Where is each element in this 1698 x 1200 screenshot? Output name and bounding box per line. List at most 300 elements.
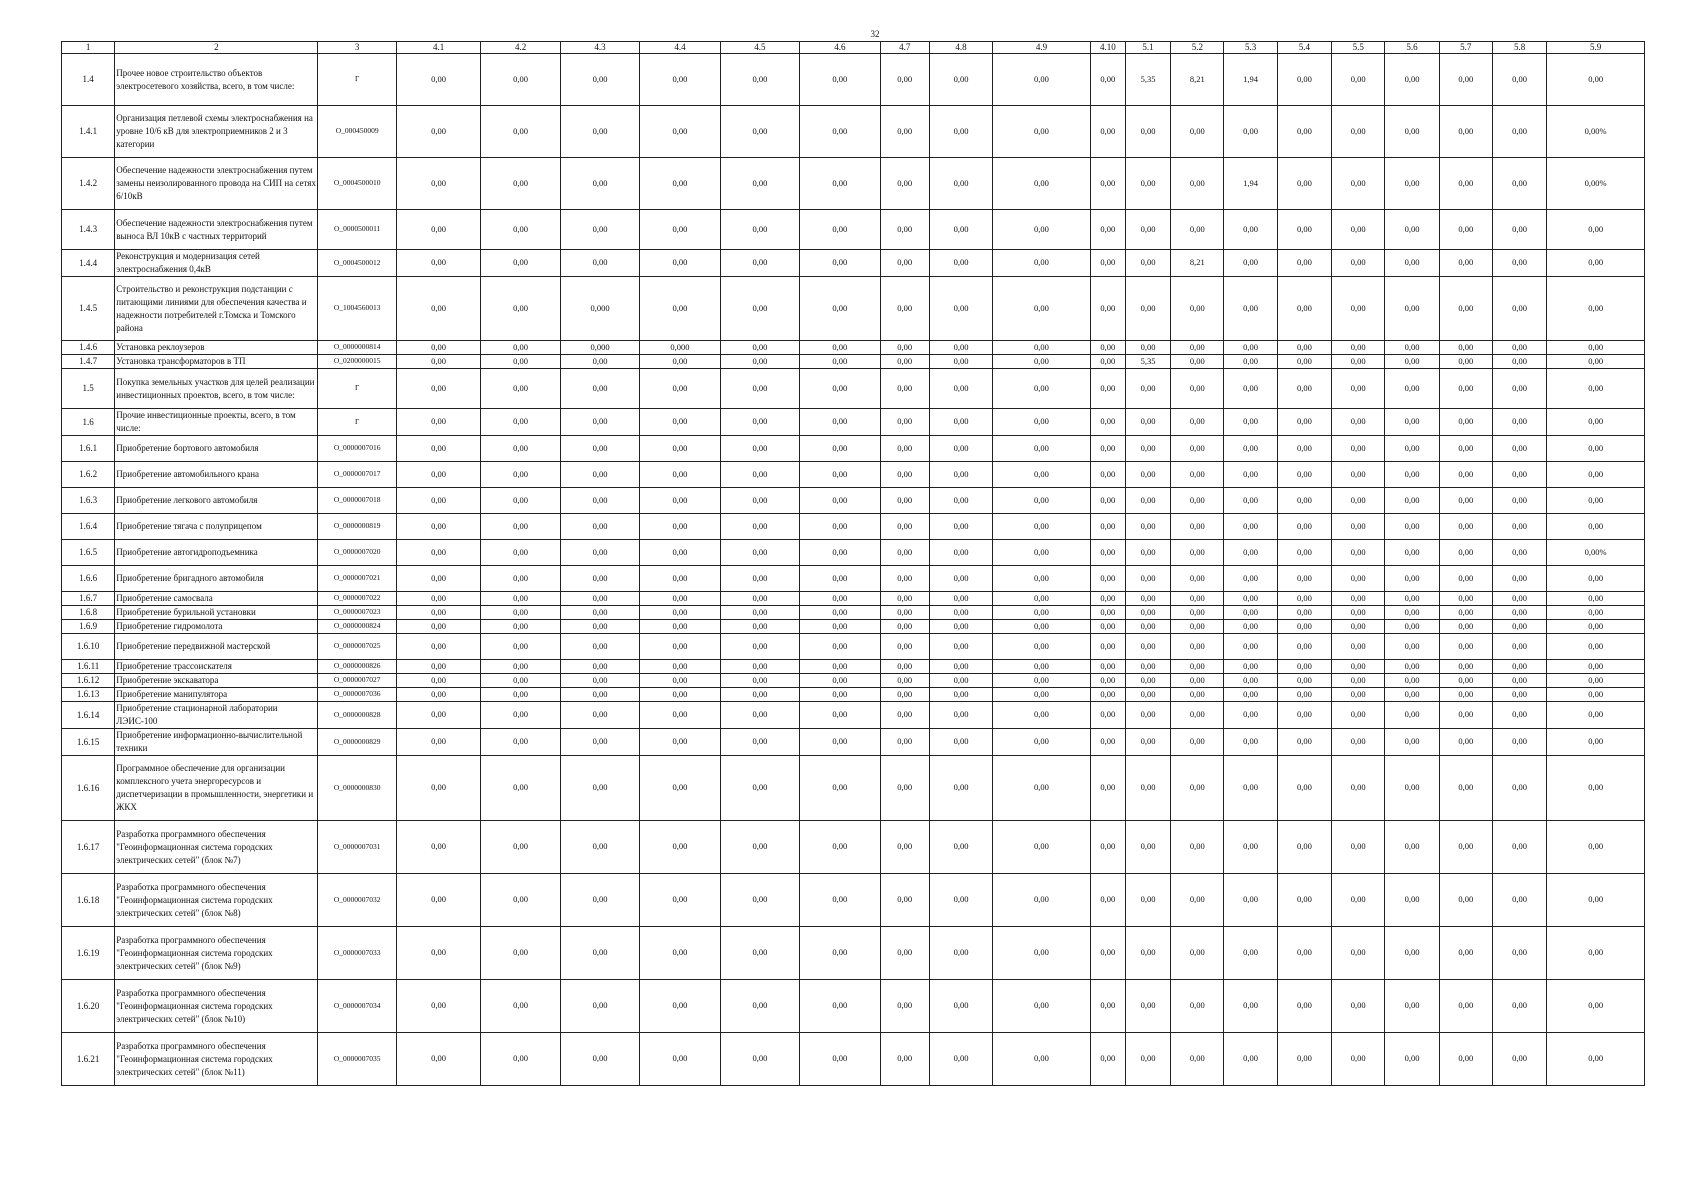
project-name-cell: Разработка программного обеспечения "Геоинформационная система городских электрических сетей" (блок №10) bbox=[115, 980, 318, 1033]
value-cell: 0,00 bbox=[800, 660, 880, 674]
value-cell: 0,00 bbox=[1171, 821, 1224, 874]
value-cell: 0,00 bbox=[880, 702, 929, 729]
value-cell: 0,00 bbox=[481, 660, 560, 674]
value-cell: 0,00 bbox=[1439, 874, 1492, 927]
value-cell: 0,00 bbox=[560, 1033, 639, 1086]
value-cell: 0,00 bbox=[1125, 540, 1170, 566]
value-cell: 0,00 bbox=[1492, 514, 1546, 540]
project-id-cell: O_0000007018 bbox=[318, 488, 396, 514]
value-cell: 0,00 bbox=[481, 106, 560, 158]
value-cell: 0,00 bbox=[1277, 980, 1331, 1033]
value-cell: 0,00 bbox=[720, 821, 799, 874]
value-cell: 0,00 bbox=[396, 106, 480, 158]
value-cell: 0,00 bbox=[1125, 277, 1170, 341]
value-cell: 0,00 bbox=[929, 409, 992, 436]
project-name-cell: Приобретение трассоискателя bbox=[115, 660, 318, 674]
value-cell: 0,00 bbox=[560, 540, 639, 566]
value-cell: 0,00 bbox=[640, 409, 720, 436]
value-cell: 0,00 bbox=[929, 674, 992, 688]
value-cell: 0,00 bbox=[1090, 821, 1125, 874]
value-cell: 0,00 bbox=[1332, 592, 1385, 606]
value-cell: 0,00 bbox=[1224, 660, 1277, 674]
value-cell: 0,00 bbox=[1385, 106, 1439, 158]
project-id-cell: O_0000007033 bbox=[318, 927, 396, 980]
value-cell: 0,00 bbox=[1547, 409, 1645, 436]
table-row bbox=[62, 756, 1645, 821]
value-cell: 0,00 bbox=[1090, 488, 1125, 514]
project-name-cell: Приобретение бригадного автомобиля bbox=[115, 566, 318, 592]
value-cell: 0,00 bbox=[1277, 409, 1331, 436]
value-cell: 0,00 bbox=[1547, 592, 1645, 606]
value-cell: 0,00 bbox=[1492, 874, 1546, 927]
value-cell: 0,00 bbox=[640, 436, 720, 462]
value-cell: 0,00 bbox=[800, 436, 880, 462]
value-cell: 0,00 bbox=[880, 409, 929, 436]
value-cell: 0,00 bbox=[720, 436, 799, 462]
row-code-cell: 1.6.13 bbox=[62, 688, 115, 702]
value-cell: 0,00 bbox=[880, 874, 929, 927]
value-cell: 0,00 bbox=[481, 250, 560, 277]
project-name-cell: Обеспечение надежности электроснабжения путем замены неизолированного провода на СИП на сетях 6/10кВ bbox=[115, 158, 318, 210]
value-cell: 0,00 bbox=[560, 250, 639, 277]
value-cell: 0,00 bbox=[1224, 409, 1277, 436]
value-cell: 0,00 bbox=[720, 488, 799, 514]
value-cell: 0,00 bbox=[560, 980, 639, 1033]
value-cell: 0,00 bbox=[1332, 674, 1385, 688]
value-cell: 0,00 bbox=[640, 874, 720, 927]
value-cell: 0,00 bbox=[1171, 540, 1224, 566]
value-cell: 0,00 bbox=[1090, 462, 1125, 488]
value-cell: 0,00 bbox=[1224, 1033, 1277, 1086]
project-id-cell: O_0000500011 bbox=[318, 210, 396, 250]
value-cell: 0,00 bbox=[880, 436, 929, 462]
value-cell: 0,00 bbox=[929, 729, 992, 756]
value-cell: 0,00 bbox=[929, 634, 992, 660]
value-cell: 0,00 bbox=[1090, 409, 1125, 436]
value-cell: 0,00 bbox=[1439, 927, 1492, 980]
value-cell: 0,00 bbox=[481, 756, 560, 821]
value-cell: 0,00 bbox=[560, 409, 639, 436]
value-cell: 0,00 bbox=[1171, 606, 1224, 620]
value-cell: 0,00 bbox=[1277, 566, 1331, 592]
row-code-cell: 1.6.9 bbox=[62, 620, 115, 634]
value-cell: 0,00 bbox=[720, 660, 799, 674]
table-row bbox=[62, 488, 1645, 514]
row-code-cell: 1.6 bbox=[62, 409, 115, 436]
column-number-header: 3 bbox=[318, 42, 396, 54]
value-cell: 0,00 bbox=[396, 436, 480, 462]
table-row bbox=[62, 210, 1645, 250]
value-cell: 0,00 bbox=[396, 540, 480, 566]
value-cell: 0,00 bbox=[1492, 688, 1546, 702]
value-cell: 0,00 bbox=[880, 462, 929, 488]
value-cell: 0,00 bbox=[1090, 210, 1125, 250]
project-name-cell: Приобретение стационарной лаборатории ЛЭИС-100 bbox=[115, 702, 318, 729]
value-cell: 0,00 bbox=[1547, 927, 1645, 980]
value-cell: 0,00 bbox=[396, 355, 480, 369]
project-id-cell: O_1004560013 bbox=[318, 277, 396, 341]
value-cell: 0,00 bbox=[1439, 756, 1492, 821]
value-cell: 0,00 bbox=[929, 874, 992, 927]
value-cell: 0,00 bbox=[993, 436, 1091, 462]
table-row bbox=[62, 54, 1645, 106]
value-cell: 0,00 bbox=[1332, 409, 1385, 436]
value-cell: 0,00 bbox=[880, 341, 929, 355]
value-cell: 0,00 bbox=[1385, 436, 1439, 462]
project-name-cell: Приобретение автомобильного крана bbox=[115, 462, 318, 488]
value-cell: 0,00 bbox=[1090, 606, 1125, 620]
value-cell: 0,00 bbox=[929, 821, 992, 874]
value-cell: 0,00 bbox=[880, 514, 929, 540]
project-name-cell: Установка трансформаторов в ТП bbox=[115, 355, 318, 369]
value-cell: 0,00 bbox=[800, 514, 880, 540]
value-cell: 0,00 bbox=[1090, 514, 1125, 540]
project-name-cell: Разработка программного обеспечения "Геоинформационная система городских электрических сетей" (блок №8) bbox=[115, 874, 318, 927]
value-cell: 0,00 bbox=[1385, 341, 1439, 355]
row-code-cell: 1.6.3 bbox=[62, 488, 115, 514]
value-cell: 0,00 bbox=[1385, 592, 1439, 606]
value-cell: 0,00 bbox=[1385, 158, 1439, 210]
value-cell: 0,00 bbox=[929, 566, 992, 592]
value-cell: 0,00 bbox=[1171, 756, 1224, 821]
value-cell: 0,00 bbox=[929, 462, 992, 488]
value-cell: 0,00 bbox=[396, 660, 480, 674]
value-cell: 0,00 bbox=[1547, 488, 1645, 514]
value-cell: 0,00 bbox=[1171, 355, 1224, 369]
value-cell: 0,00 bbox=[1125, 821, 1170, 874]
project-name-cell: Прочие инвестиционные проекты, всего, в том числе: bbox=[115, 409, 318, 436]
value-cell: 0,00 bbox=[929, 158, 992, 210]
column-number-header: 2 bbox=[115, 42, 318, 54]
value-cell: 0,00 bbox=[1385, 250, 1439, 277]
value-cell: 0,00 bbox=[1090, 980, 1125, 1033]
project-name-cell: Приобретение экскаватора bbox=[115, 674, 318, 688]
value-cell: 0,00 bbox=[1090, 341, 1125, 355]
value-cell: 0,00 bbox=[1492, 158, 1546, 210]
value-cell: 0,00 bbox=[640, 729, 720, 756]
project-name-cell: Разработка программного обеспечения "Геоинформационная система городских электрических сетей" (блок №7) bbox=[115, 821, 318, 874]
value-cell: 0,00 bbox=[640, 277, 720, 341]
value-cell: 0,00 bbox=[1277, 821, 1331, 874]
value-cell: 0,00 bbox=[1492, 660, 1546, 674]
project-name-cell: Приобретение гидромолота bbox=[115, 620, 318, 634]
table-row bbox=[62, 980, 1645, 1033]
value-cell: 0,00 bbox=[880, 1033, 929, 1086]
value-cell: 0,00 bbox=[1224, 277, 1277, 341]
value-cell: 0,00 bbox=[1439, 488, 1492, 514]
project-id-cell: Г bbox=[318, 54, 396, 106]
value-cell: 0,00 bbox=[1090, 674, 1125, 688]
column-number-header: 4.6 bbox=[800, 42, 880, 54]
value-cell: 0,00 bbox=[1090, 355, 1125, 369]
value-cell: 0,00 bbox=[1332, 634, 1385, 660]
row-code-cell: 1.4.5 bbox=[62, 277, 115, 341]
value-cell: 0,00 bbox=[560, 660, 639, 674]
value-cell: 0,00 bbox=[560, 756, 639, 821]
value-cell: 0,00 bbox=[1439, 409, 1492, 436]
value-cell: 0,00 bbox=[560, 620, 639, 634]
table-row bbox=[62, 566, 1645, 592]
table-row bbox=[62, 821, 1645, 874]
value-cell: 0,00 bbox=[1224, 514, 1277, 540]
value-cell: 0,00 bbox=[1332, 1033, 1385, 1086]
value-cell: 0,000 bbox=[640, 341, 720, 355]
value-cell: 0,00 bbox=[993, 341, 1091, 355]
value-cell: 0,00 bbox=[396, 756, 480, 821]
value-cell: 0,00 bbox=[1277, 462, 1331, 488]
table-row bbox=[62, 158, 1645, 210]
value-cell: 0,00 bbox=[1224, 436, 1277, 462]
value-cell: 0,00 bbox=[1171, 674, 1224, 688]
value-cell: 0,00 bbox=[993, 592, 1091, 606]
value-cell: 0,00 bbox=[993, 702, 1091, 729]
table-row bbox=[62, 592, 1645, 606]
value-cell: 0,00 bbox=[1385, 634, 1439, 660]
value-cell: 0,00 bbox=[1277, 355, 1331, 369]
value-cell: 0,00 bbox=[1547, 436, 1645, 462]
value-cell: 0,00 bbox=[1547, 566, 1645, 592]
value-cell: 0,00 bbox=[1224, 620, 1277, 634]
project-id-cell: O_0000000826 bbox=[318, 660, 396, 674]
project-name-cell: Приобретение передвижной мастерской bbox=[115, 634, 318, 660]
page-number: 32 bbox=[870, 29, 880, 39]
value-cell: 0,00 bbox=[1125, 158, 1170, 210]
value-cell: 0,00 bbox=[1492, 634, 1546, 660]
value-cell: 0,00 bbox=[640, 821, 720, 874]
value-cell: 0,00 bbox=[560, 729, 639, 756]
value-cell: 0,00 bbox=[1277, 514, 1331, 540]
value-cell: 0,00 bbox=[1171, 634, 1224, 660]
value-cell: 0,00 bbox=[800, 462, 880, 488]
value-cell: 0,00 bbox=[1492, 566, 1546, 592]
table-row bbox=[62, 250, 1645, 277]
value-cell: 0,00 bbox=[929, 702, 992, 729]
value-cell: 0,00 bbox=[1492, 436, 1546, 462]
column-number-header: 1 bbox=[62, 42, 115, 54]
value-cell: 0,00 bbox=[560, 462, 639, 488]
table-row bbox=[62, 660, 1645, 674]
value-cell: 0,00 bbox=[640, 927, 720, 980]
value-cell: 0,00 bbox=[481, 634, 560, 660]
value-cell: 0,00 bbox=[993, 210, 1091, 250]
project-id-cell: O_0000000824 bbox=[318, 620, 396, 634]
value-cell: 0,00 bbox=[1547, 341, 1645, 355]
value-cell: 0,00 bbox=[1125, 874, 1170, 927]
value-cell: 0,00 bbox=[880, 566, 929, 592]
value-cell: 0,00 bbox=[1547, 729, 1645, 756]
value-cell: 8,21 bbox=[1171, 54, 1224, 106]
value-cell: 0,00 bbox=[1277, 277, 1331, 341]
value-cell: 0,00 bbox=[1171, 1033, 1224, 1086]
value-cell: 0,00 bbox=[481, 821, 560, 874]
project-name-cell: Реконструкция и модернизация сетей электроснабжения 0,4кВ bbox=[115, 250, 318, 277]
value-cell: 0,00 bbox=[1439, 54, 1492, 106]
value-cell: 0,00 bbox=[880, 980, 929, 1033]
header-row bbox=[62, 42, 1645, 54]
value-cell: 0,00 bbox=[1492, 341, 1546, 355]
value-cell: 0,00 bbox=[1439, 702, 1492, 729]
value-cell: 0,00 bbox=[1090, 702, 1125, 729]
value-cell: 0,00 bbox=[1224, 634, 1277, 660]
value-cell: 0,00 bbox=[560, 355, 639, 369]
value-cell: 0,00 bbox=[1439, 634, 1492, 660]
value-cell: 0,00 bbox=[640, 756, 720, 821]
table-row bbox=[62, 462, 1645, 488]
value-cell: 0,00 bbox=[1439, 1033, 1492, 1086]
value-cell: 0,00 bbox=[396, 927, 480, 980]
project-id-cell: O_0000000819 bbox=[318, 514, 396, 540]
value-cell: 0,00 bbox=[1090, 660, 1125, 674]
value-cell: 0,00 bbox=[800, 341, 880, 355]
value-cell: 0,00 bbox=[1090, 369, 1125, 409]
value-cell: 0,00 bbox=[1125, 634, 1170, 660]
value-cell: 0,00 bbox=[481, 540, 560, 566]
column-number-header: 4.9 bbox=[993, 42, 1091, 54]
value-cell: 0,00 bbox=[1547, 1033, 1645, 1086]
project-id-cell: O_0000007031 bbox=[318, 821, 396, 874]
value-cell: 0,00 bbox=[1277, 106, 1331, 158]
value-cell: 0,00 bbox=[880, 927, 929, 980]
row-code-cell: 1.6.2 bbox=[62, 462, 115, 488]
value-cell: 0,00 bbox=[1224, 980, 1277, 1033]
value-cell: 0,00 bbox=[1439, 566, 1492, 592]
value-cell: 0,00 bbox=[1492, 355, 1546, 369]
value-cell: 0,00 bbox=[1224, 756, 1277, 821]
value-cell: 0,00 bbox=[481, 341, 560, 355]
value-cell: 0,00 bbox=[640, 634, 720, 660]
table-row bbox=[62, 409, 1645, 436]
value-cell: 0,00 bbox=[1439, 369, 1492, 409]
value-cell: 0,00 bbox=[1492, 210, 1546, 250]
value-cell: 0,00 bbox=[880, 210, 929, 250]
value-cell: 0,00 bbox=[1125, 620, 1170, 634]
value-cell: 0,00 bbox=[640, 980, 720, 1033]
value-cell: 0,00 bbox=[720, 409, 799, 436]
project-name-cell: Разработка программного обеспечения "Геоинформационная система городских электрических сетей" (блок №9) bbox=[115, 927, 318, 980]
row-code-cell: 1.6.12 bbox=[62, 674, 115, 688]
value-cell: 0,00 bbox=[1224, 355, 1277, 369]
value-cell: 0,00 bbox=[993, 688, 1091, 702]
value-cell: 0,00 bbox=[560, 927, 639, 980]
value-cell: 0,00 bbox=[1547, 462, 1645, 488]
value-cell: 0,00 bbox=[1332, 277, 1385, 341]
value-cell: 0,00 bbox=[1385, 488, 1439, 514]
value-cell: 0,00 bbox=[640, 688, 720, 702]
value-cell: 0,00 bbox=[1090, 874, 1125, 927]
value-cell: 0,00 bbox=[800, 277, 880, 341]
value-cell: 0,00 bbox=[1171, 210, 1224, 250]
value-cell: 0,00 bbox=[1492, 980, 1546, 1033]
value-cell: 0,00 bbox=[481, 980, 560, 1033]
column-number-header: 5.2 bbox=[1171, 42, 1224, 54]
value-cell: 0,00 bbox=[1547, 674, 1645, 688]
value-cell: 0,00 bbox=[1385, 821, 1439, 874]
value-cell: 0,00 bbox=[481, 436, 560, 462]
value-cell: 0,00 bbox=[1492, 488, 1546, 514]
value-cell: 0,00 bbox=[1439, 688, 1492, 702]
table-row bbox=[62, 634, 1645, 660]
value-cell: 0,00 bbox=[481, 1033, 560, 1086]
value-cell: 0,00 bbox=[720, 158, 799, 210]
value-cell: 0,00 bbox=[1439, 980, 1492, 1033]
value-cell: 0,00 bbox=[1332, 566, 1385, 592]
value-cell: 0,00 bbox=[1439, 106, 1492, 158]
value-cell: 0,00 bbox=[1332, 210, 1385, 250]
value-cell: 0,00 bbox=[1224, 462, 1277, 488]
value-cell: 0,00 bbox=[720, 250, 799, 277]
value-cell: 0,00 bbox=[1492, 462, 1546, 488]
value-cell: 0,00 bbox=[929, 341, 992, 355]
project-id-cell: O_0000007027 bbox=[318, 674, 396, 688]
row-code-cell: 1.6.4 bbox=[62, 514, 115, 540]
value-cell: 0,00 bbox=[1385, 756, 1439, 821]
table-row bbox=[62, 436, 1645, 462]
value-cell: 0,00 bbox=[640, 702, 720, 729]
value-cell: 0,00 bbox=[481, 566, 560, 592]
value-cell: 0,00 bbox=[481, 688, 560, 702]
value-cell: 0,00 bbox=[396, 620, 480, 634]
project-name-cell: Приобретение бурильной установки bbox=[115, 606, 318, 620]
value-cell: 0,00 bbox=[800, 409, 880, 436]
project-name-cell: Прочее новое строительство объектов электросетевого хозяйства, всего, в том числе: bbox=[115, 54, 318, 106]
column-number-header: 5.4 bbox=[1277, 42, 1331, 54]
value-cell: 0,00 bbox=[800, 355, 880, 369]
value-cell: 0,00 bbox=[1385, 674, 1439, 688]
value-cell: 0,00 bbox=[1332, 660, 1385, 674]
value-cell: 0,00 bbox=[1439, 514, 1492, 540]
value-cell: 0,00 bbox=[396, 674, 480, 688]
value-cell: 0,00 bbox=[640, 158, 720, 210]
project-name-cell: Приобретение манипулятора bbox=[115, 688, 318, 702]
value-cell: 0,00 bbox=[800, 674, 880, 688]
column-number-header: 5.6 bbox=[1385, 42, 1439, 54]
row-code-cell: 1.6.7 bbox=[62, 592, 115, 606]
value-cell: 0,00 bbox=[1125, 369, 1170, 409]
value-cell: 0,00 bbox=[1332, 756, 1385, 821]
value-cell: 0,00 bbox=[929, 592, 992, 606]
value-cell: 0,00 bbox=[880, 674, 929, 688]
value-cell: 0,00 bbox=[1171, 341, 1224, 355]
value-cell: 0,00 bbox=[481, 874, 560, 927]
row-code-cell: 1.6.16 bbox=[62, 756, 115, 821]
value-cell: 0,00 bbox=[720, 566, 799, 592]
value-cell: 0,00 bbox=[396, 592, 480, 606]
table-row bbox=[62, 702, 1645, 729]
value-cell: 0,00 bbox=[396, 566, 480, 592]
value-cell: 5,35 bbox=[1125, 54, 1170, 106]
value-cell: 0,00 bbox=[481, 702, 560, 729]
value-cell: 0,00 bbox=[1277, 874, 1331, 927]
value-cell: 0,00 bbox=[396, 462, 480, 488]
table-row bbox=[62, 606, 1645, 620]
value-cell: 0,00 bbox=[1439, 341, 1492, 355]
value-cell: 0,00 bbox=[640, 488, 720, 514]
project-id-cell: O_0000000830 bbox=[318, 756, 396, 821]
value-cell: 0,00 bbox=[481, 674, 560, 688]
value-cell: 0,00 bbox=[481, 514, 560, 540]
value-cell: 0,00 bbox=[481, 409, 560, 436]
value-cell: 0,00 bbox=[1385, 369, 1439, 409]
value-cell: 0,00 bbox=[720, 1033, 799, 1086]
value-cell: 0,00 bbox=[560, 674, 639, 688]
value-cell: 0,00 bbox=[1125, 756, 1170, 821]
value-cell: 0,00 bbox=[640, 106, 720, 158]
value-cell: 0,00 bbox=[640, 514, 720, 540]
project-id-cell: O_0000007035 bbox=[318, 1033, 396, 1086]
value-cell: 0,00 bbox=[929, 927, 992, 980]
value-cell: 0,00 bbox=[1547, 702, 1645, 729]
value-cell: 0,00 bbox=[993, 620, 1091, 634]
